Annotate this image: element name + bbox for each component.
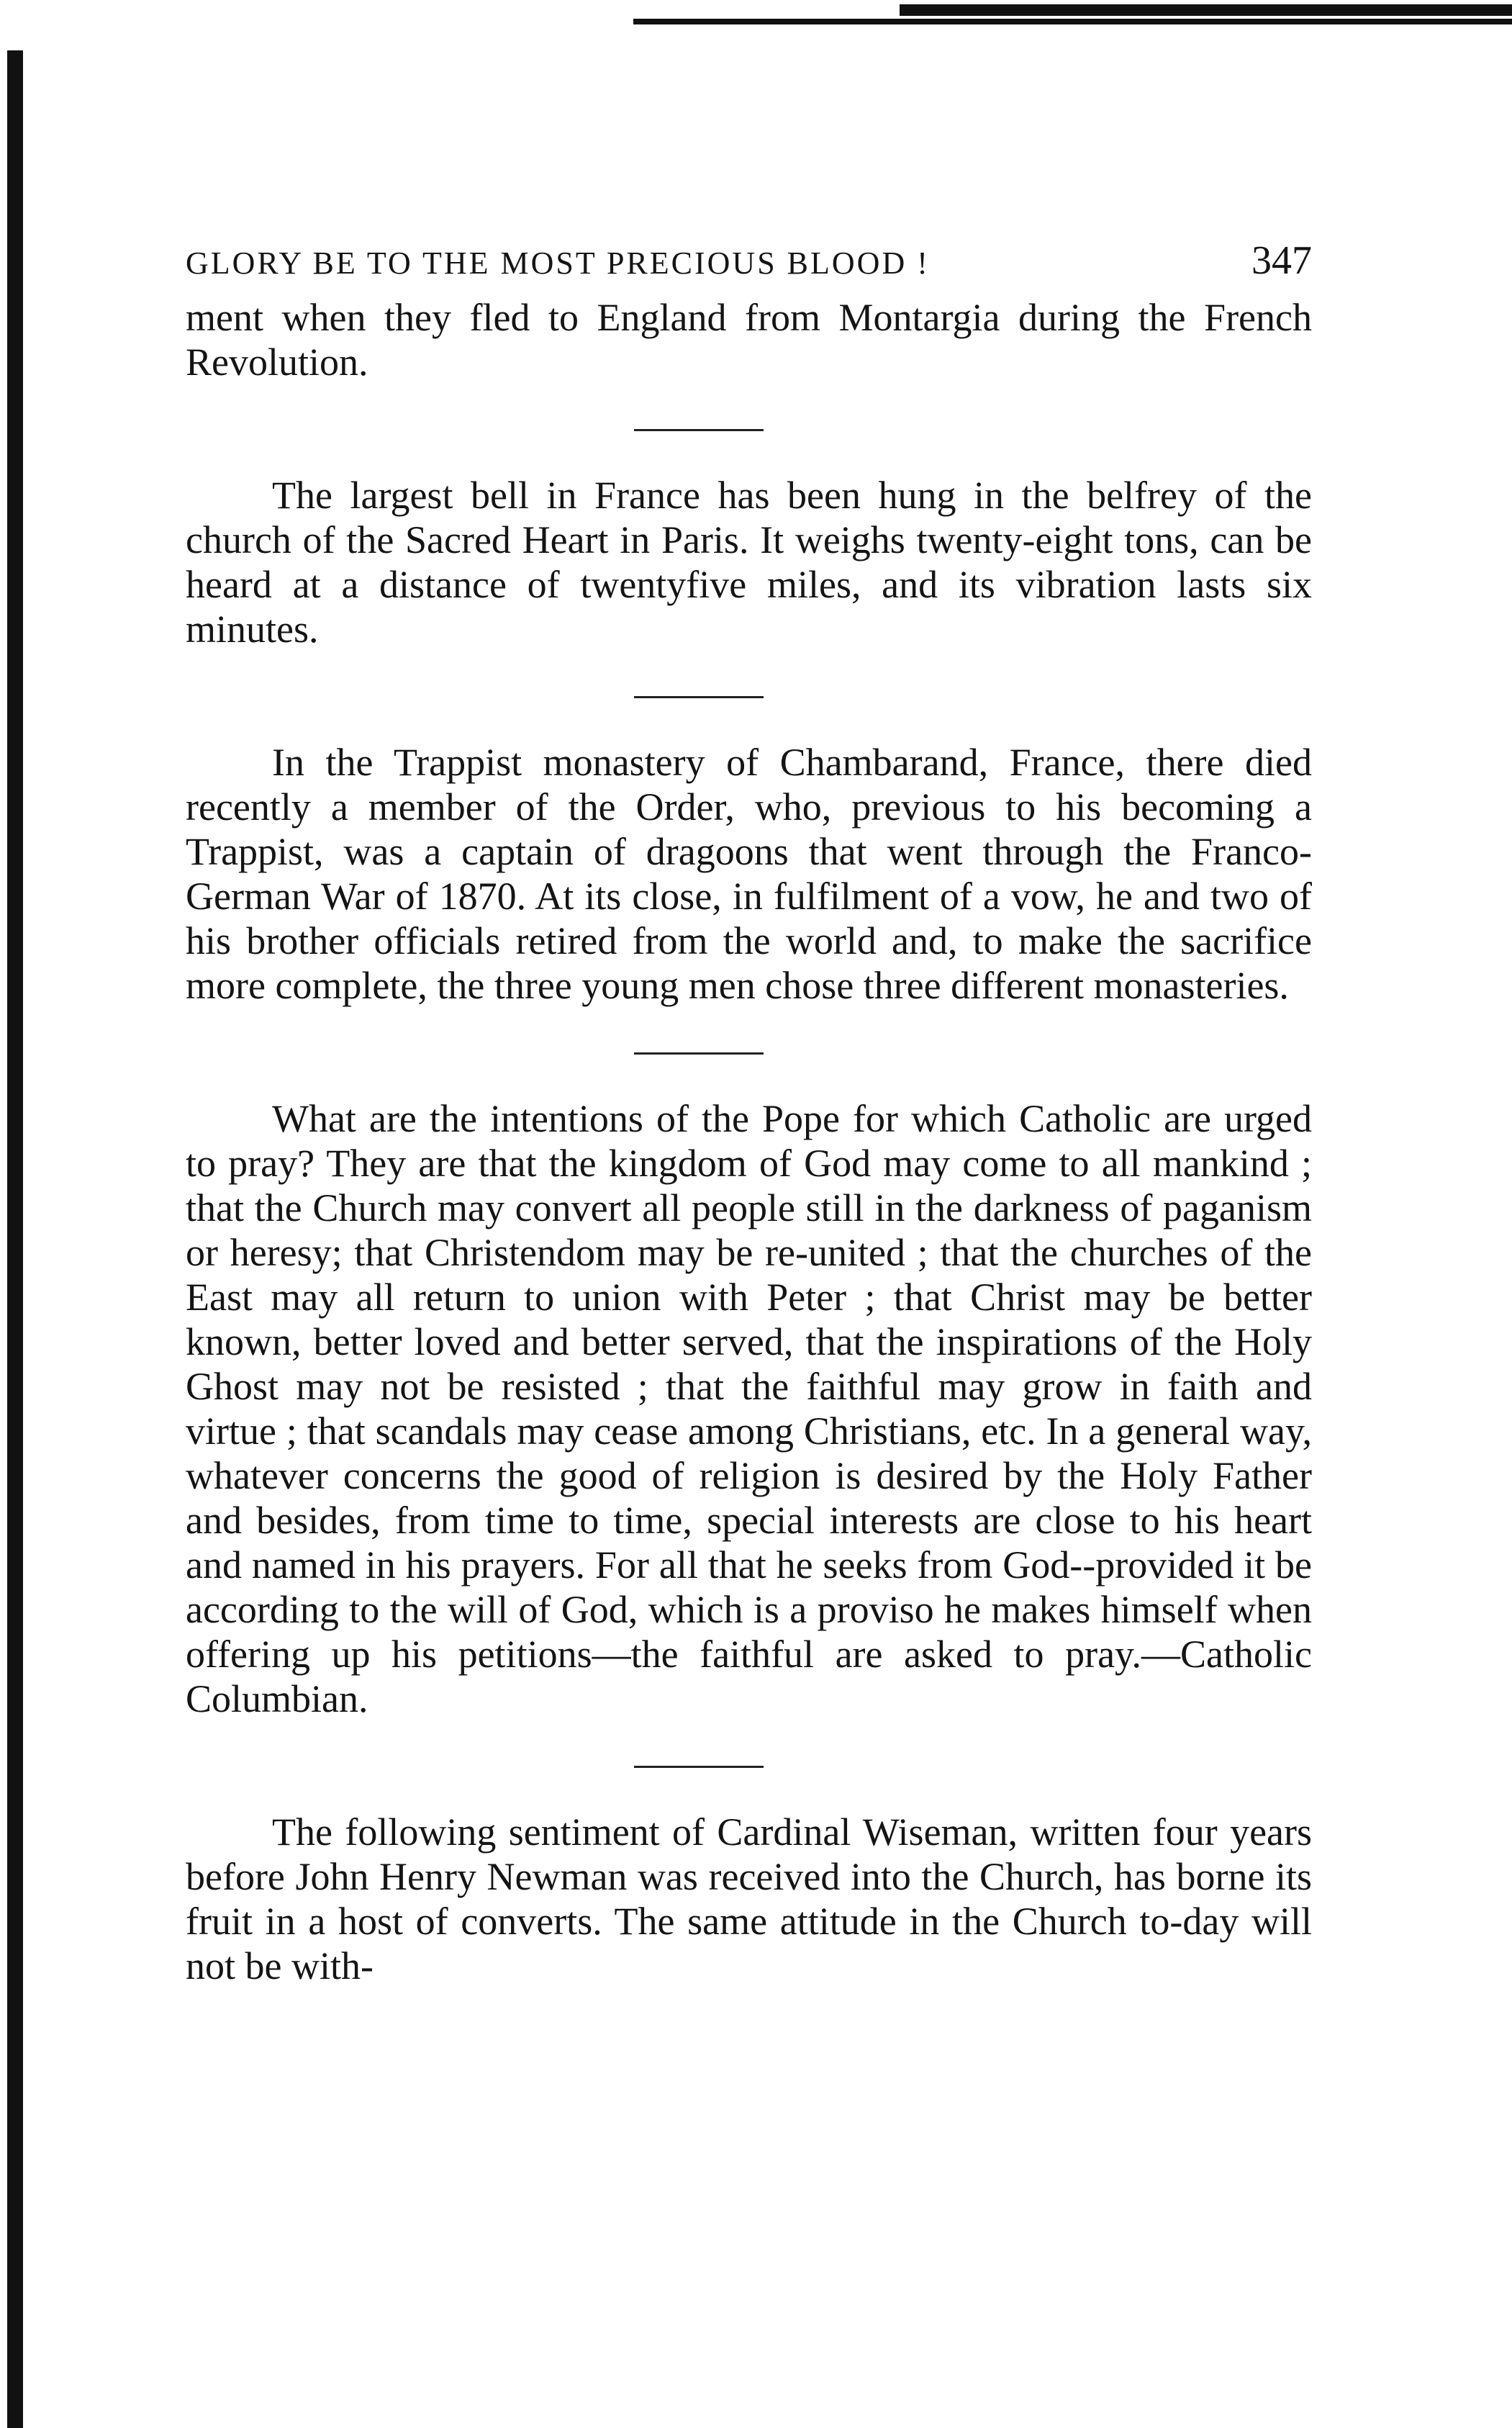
running-head [186,238,1312,295]
paragraph: In the Trappist monastery of Chambarand, France, there died recently a member of the Order, who, previous to his becoming a Trappist, was a captain of dragoons that went through the Franco-German War of 1870. At its close, in fulfilment of a vow, he and two of his brother officials retired from the world and, to make the sacrifice more complete, the three young men chose three different monasteries. [186,741,1312,1007]
book-page [186,238,1312,1988]
scan-edge-left [7,50,23,2428]
scan-edge-top-thick [900,4,1512,16]
item-trappist [186,740,1312,1008]
item-bell [186,473,1312,651]
item-wiseman [186,1810,1312,1988]
paragraph: What are the intentions of the Pope for which Catholic are urged to pray? They are that the kingdom of God may come to all mankind ; that the Church may convert all people still in the darkness of paganism or heresy; that Christendom may be re-united ; that the churches of the East may all return to union with Peter ; that Christ may be better known, better loved and better served, that the inspirations of the Holy Ghost may not be resisted ; that the faithful may grow in faith and virtue ; that scandals may cease among Christians, etc. In a general way, whatever concerns the good of religion is desired by the Holy Father and besides, from time to time, special interests are close to his heart and named in his prayers. For all that he seeks from God--provided it be according to the will of God, which is a proviso he makes himself when offering up his petitions—the faithful are asked to pray.—Catholic Columbian. [186,1097,1312,1720]
section-divider [634,696,764,698]
paragraph: ment when they fled to England from Montargia during the French Revolution. [186,296,1312,384]
item-pope-intentions [186,1096,1312,1721]
running-title: GLORY BE TO THE MOST PRECIOUS BLOOD ! [186,245,930,281]
paragraph: The following sentiment of Cardinal Wiseman, written four years before John Henry Newman was received into the Church, has borne its fruit in a host of converts. The same attitude in the Church to-day will not be with- [186,1810,1312,1987]
section-divider [634,1052,764,1055]
section-divider [634,1766,764,1768]
item-continuation [186,295,1312,384]
paragraph: The largest bell in France has been hung in the belfrey of the church of the Sacred Heart in Paris. It weighs twenty-eight tons, can be heard at a distance of twentyfive miles, and its vibration lasts six minutes. [186,474,1312,651]
page-number: 347 [1251,238,1312,283]
section-divider [634,429,764,431]
